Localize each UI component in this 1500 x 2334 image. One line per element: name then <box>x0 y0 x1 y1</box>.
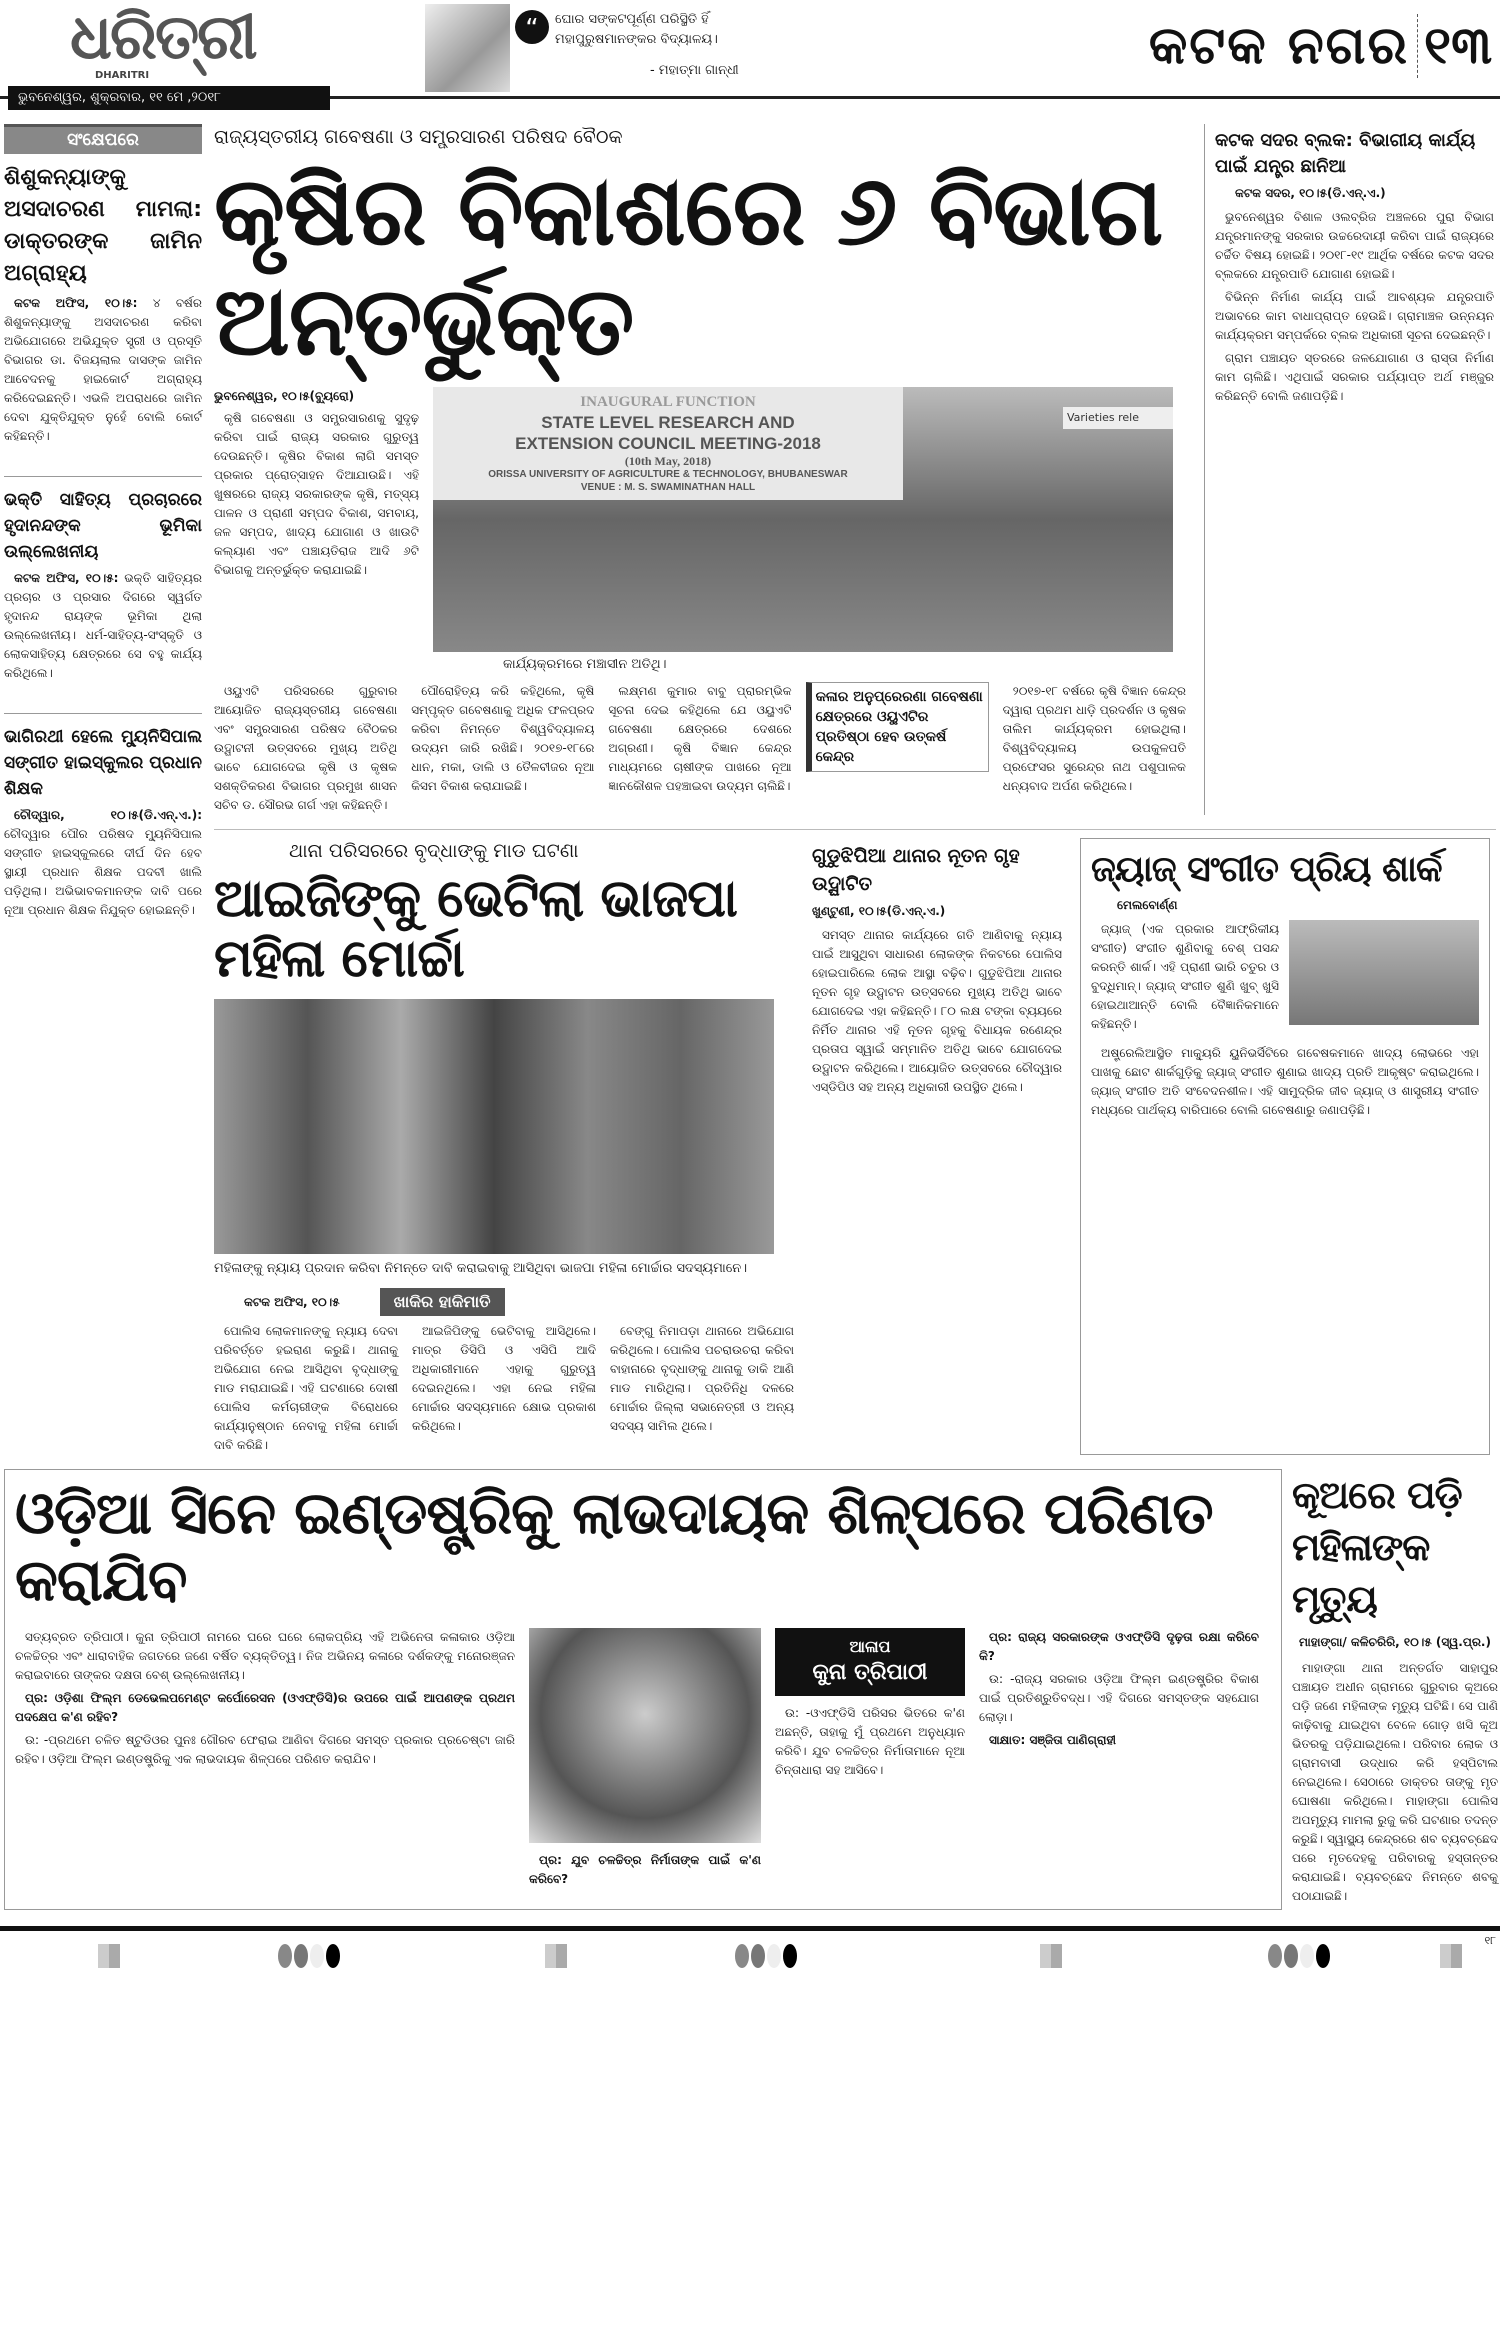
paragraph: ଓୟୁଏଟି ପରିସରରେ ଗୁରୁବାର ଆୟୋଜିତ ରାଜ୍ୟସ୍ତରୀୟ ଗବେଷଣା ଏବଂ ସମ୍ପ୍ରସାରଣ ପରିଷଦ ବୈଠକର ଉଦ୍ଘାଟନୀ ଉତ୍ସବରେ ମୁଖ୍ୟ ଅତିଥି ଭାବେ ଯୋଗଦେଇ କୃଷି ଓ କୃଷକ ସଶକ୍ତିକରଣ ବିଭାଗର ପ୍ରମୁଖ ଶାସନ ସଚିବ ଡ. ସୌରଭ ଗର୍ଗ ଏହା କହିଛନ୍ତି। <box>214 683 398 812</box>
story2 <box>214 838 794 1456</box>
story6 <box>1292 1469 1498 1910</box>
paragraph: ଗ୍ରାମ ପଞ୍ଚାୟତ ସ୍ତରରେ ଜଳଯୋଗାଣ ଓ ରାସ୍ତା ନିର୍ମାଣ କାମ ଚାଲିଛି। ଏଥିପାଇଁ ସରକାର ପର୍ଯ୍ୟାପ୍ତ ଅର୍ଥ ମଞ୍ଜୁର କରିଛନ୍ତି ବୋଲି ଜଣାପଡ଼ିଛି। <box>1215 351 1494 403</box>
interviewee-photo <box>529 1628 761 1843</box>
interviewee-name: କୁନା ତ୍ରିପାଠୀ <box>812 1659 928 1685</box>
quote-author: - ମହାତ୍ମା ଗାନ୍ଧୀ <box>650 63 739 78</box>
answer: ଉ: -ଓଏଫ୍‌ଡିସି ପରିସର ଭିତରେ କ'ଣ ଅଛନ୍ତି, ତାହାକୁ ମୁଁ ପ୍ରଥମେ ଅନୁଧ୍ୟାନ କରିବି। ଯୁବ ଚଳଚ୍ଚିତ୍ର ନିର୍ମାତାମାନେ ନୂଆ ଚିନ୍ତାଧାରା ସହ ଆସିବେ। <box>775 1705 965 1777</box>
story5-col-a <box>15 1628 515 1893</box>
banner-line: INAUGURAL FUNCTION <box>580 393 756 410</box>
lead-dateline: ଭୁବନେଶ୍ୱର, ୧୦।୫(ବ୍ୟୁରୋ) <box>214 388 355 403</box>
story2-caption: ମହିଳାଙ୍କୁ ନ୍ୟାୟ ପ୍ରଦାନ କରିବା ନିମନ୍ତେ ଦାବି କରାଇବାକୁ ଆସିଥିବା ଭାଜପା ମହିଳା ମୋର୍ଚ୍ଚାର ସଦସ୍ୟମାନେ। <box>214 1261 748 1277</box>
brief <box>4 476 202 683</box>
quote-line: ମହାପୁରୁଷମାନଙ୍କର ବିଦ୍ୟାଳୟ। <box>555 32 718 47</box>
dateline: କଟକ ଅଫିସ, ୧୦।୫: <box>14 296 138 310</box>
story4-dateline: ମେଲବୋର୍ଣ୍ଣ <box>1117 898 1178 913</box>
lead-story <box>214 124 1186 815</box>
lead-photo-block <box>433 387 1183 674</box>
lead-col-1 <box>214 387 419 674</box>
registration-mark <box>98 1944 120 1968</box>
masthead <box>0 0 1500 118</box>
story4-box <box>1080 838 1490 1456</box>
paragraph: ମାହାଙ୍ଗା ଥାନା ଅନ୍ତର୍ଗତ ସାହାପୁର ପଞ୍ଚାୟତ ଅଧୀନ ଗ୍ରାମରେ ଗୁରୁବାର କୂଅରେ ପଡ଼ି ଜଣେ ମହିଳାଙ୍କ ମୃତ୍ୟୁ ଘଟିଛି। ସେ ପାଣି କାଢ଼ିବାକୁ ଯାଇଥିବା ବେଳେ ଗୋଡ଼ ଖସି କୂଅ ଭିତରକୁ ପଡ଼ିଯାଇଥିଲେ। ପରିବାର ଲୋକ ଓ ଗ୍ରାମବାସୀ ଉଦ୍ଧାର କରି ହସ୍ପିଟାଲ ନେଇଥିଲେ। ସେଠାରେ ଡାକ୍ତର ତାଙ୍କୁ ମୃତ ଘୋଷଣା କରିଥିଲେ। ମାହାଙ୍ଗା ପୋଲିସ ଅପମୃତ୍ୟୁ ମାମଲା ରୁଜୁ କରି ଘଟଣାର ତଦନ୍ତ କରୁଛି। ସ୍ୱାସ୍ଥ୍ୟ କେନ୍ଦ୍ରରେ ଶବ ବ୍ୟବଚ୍ଛେଦ ପରେ ମୃତଦେହକୁ ପରିବାରକୁ ହସ୍ତାନ୍ତର କରାଯାଇଛି। ବ୍ୟବଚ୍ଛେଦ ନିମନ୍ତେ ଶବକୁ ପଠାଯାଇଛି। <box>1292 1661 1498 1904</box>
brief-title: ଶିଶୁକନ୍ୟାଙ୍କୁ ଅସଦାଚରଣ ମାମଲା: ଡାକ୍ତରଙ୍କ ଜାମିନ ଅଗ୍ରାହ୍ୟ <box>4 165 202 286</box>
page-header <box>1149 14 1492 78</box>
lead-kicker: ରାଜ୍ୟସ୍ତରୀୟ ଗବେଷଣା ଓ ସମ୍ପ୍ରସାରଣ ପରିଷଦ ବୈଠକ <box>214 126 623 148</box>
paragraph: ଲକ୍ଷ୍ମଣ କୁମାର ବାବୁ ପ୍ରାରମ୍ଭିକ ସୂଚନା ଦେଇ କହିଥିଲେ ଯେ ଓୟୁଏଟି ଗବେଷଣା କ୍ଷେତ୍ରରେ ଦେଶରେ ଅଗ୍ରଣୀ। କୃଷି ବିଜ୍ଞାନ କେନ୍ଦ୍ର ମାଧ୍ୟମରେ ଚାଷୀଙ୍କ ପାଖରେ ନୂଆ ଜ୍ଞାନକୌଶଳ ପହଞ୍ଚାଇବା ଉଦ୍ୟମ ଚାଲିଛି। <box>608 683 792 793</box>
answer: ଉ: -ପ୍ରଥମେ ଚଳିତ ଷ୍ଟୁଡିଓର ପୁନଃ ଗୌରବ ଫେରାଇ ଆଣିବା ଦିଗରେ ସମସ୍ତ ପ୍ରକାର ପ୍ରଚେଷ୍ଟା ଜାରି ରହିବ। ଓଡ଼ିଆ ଫିଲ୍ମ ଇଣ୍ଡଷ୍ଟ୍ରିକୁ ଏକ ଲାଭଦାୟକ ଶିଳ୍ପରେ ପରିଣତ କରାଯିବ। <box>15 1732 515 1766</box>
dateline: କଟକ ଅଫିସ, ୧୦।୫: <box>14 571 119 585</box>
color-bar <box>1268 1944 1330 1968</box>
story3-title: ଗୁଡୁଝିପିଆ ଥାନାର ନୂତନ ଗୃହ ଉଦ୍ଘାଟିତ <box>812 844 1020 895</box>
page-section-title: କଟକ ନଗର <box>1148 16 1410 76</box>
right-brief-dateline: କଟକ ସଦର, ୧୦।୫(ଡି.ଏନ୍.ଏ.) <box>1235 186 1386 200</box>
shark-photo <box>1289 920 1479 1025</box>
folio: ୧୮ <box>1484 1934 1496 1948</box>
lead-columns <box>214 682 1186 815</box>
story2-meta <box>244 1288 794 1316</box>
story4-title: ଜ୍ୟାଜ୍ ସଂଗୀତ ପ୍ରିୟ ଶାର୍କ <box>1091 848 1442 890</box>
brief-title: ଭାଗିରଥୀ ହେଲେ ମ୍ୟୁନିସିପାଲ ସଙ୍ଗୀତ ହାଇସ୍କୁଲର ପ୍ରଧାନ ଶିକ୍ଷକ <box>4 727 202 799</box>
registration-mark <box>1040 1944 1062 1968</box>
brief-title: ଭକ୍ତି ସାହିତ୍ୟ ପ୍ରଚାରରେ ହୃଦାନନ୍ଦଙ୍କ ଭୂମିକା ଉଲ୍ଲେଖନୀୟ <box>4 490 202 562</box>
brief <box>4 713 202 920</box>
banner-line: VENUE : M. S. SWAMINATHAN HALL <box>580 481 756 493</box>
story5-headline: ଓଡ଼ିଆ ସିନେ ଇଣ୍ଡଷ୍ଟ୍ରିକୁ ଲାଭଦାୟକ ଶିଳ୍ପରେ ପରିଣତ କରାଯିବ <box>15 1479 1213 1615</box>
paragraph: ବେଙ୍ଗୁ ନିମାପଡ଼ା ଥାନାରେ ଅଭିଯୋଗ କରିଥିଲେ। ପୋଲିସ ପଚରାଉଚରା କରିବା ବାହାନାରେ ବୃଦ୍ଧାଙ୍କୁ ଥାନାକୁ ଡାକି ଆଣି ମାଡ ମାରିଥିଲା। ପ୍ରତିନିଧି ଦଳରେ ମୋର୍ଚ୍ଚାର ଜିଲ୍ଲା ସଭାନେତ୍ରୀ ଓ ଅନ୍ୟ ସଦସ୍ୟ ସାମିଲ ଥିଲେ। <box>610 1324 794 1434</box>
briefs-tag: ସଂକ୍ଷେପରେ <box>4 124 202 154</box>
photo-banner <box>433 387 903 500</box>
pull-quote: କଳାର ଅନୁପ୍ରେରଣା ଗବେଷଣା କ୍ଷେତ୍ରରେ ଓୟୁଏଟିର ପ୍ରତିଷ୍ଠା ହେବ ଉତ୍କର୍ଷ କେନ୍ଦ୍ର <box>806 682 989 772</box>
question: ପ୍ର: ଓଡ଼ିଶା ଫିଲ୍ମ ଡେଭେଲପମେଣ୍ଟ କର୍ପୋରେସନ (ଓଏଫ୍‌ଡିସି)ର ଉପରେ ପାଇଁ ଆପଣଙ୍କ ପ୍ରଥମ ପଦକ୍ଷେପ କ'ଣ ରହିବ? <box>15 1690 515 1724</box>
right-brief-title: କଟକ ସଦର ବ୍ଲକ: ବିଭାଗୀୟ କାର୍ଯ୍ୟ ପାଇଁ ଯନ୍ତ୍ର ଛାନିଆ <box>1215 130 1476 177</box>
paragraph: ପୌରୋହିତ୍ୟ କରି କହିଥିଲେ, କୃଷି ସମ୍ପୃକ୍ତ ଗବେଷଣାକୁ ଅଧିକ ଫଳପ୍ରଦ କରିବା ନିମନ୍ତେ ବିଶ୍ୱବିଦ୍ୟାଳୟ ଉଦ୍ୟମ ଜାରି ରଖିଛି। ୨୦୧୭-୧୮ରେ ଧାନ, ମକା, ଡାଲି ଓ ତୈଳବୀଜର ନୂଆ କିସମ ବିକାଶ କରାଯାଇଛି। <box>411 683 595 793</box>
registration-mark <box>545 1944 567 1968</box>
footer <box>0 1926 1500 1986</box>
main-area <box>214 124 1496 1455</box>
lead-photo <box>433 387 1173 652</box>
issue-date: ଭୁବନେଶ୍ୱର, ଶୁକ୍ରବାର, ୧୧ ମେ ,୨୦୧୮ <box>8 86 330 110</box>
banner-line: ORISSA UNIVERSITY OF AGRICULTURE & TECHNOLOGY, BHUBANESWAR <box>488 469 848 481</box>
quote-icon: “ <box>515 10 549 44</box>
story2-headline: ଆଇଜିଙ୍କୁ ଭେଟିଲା ଭାଜପା ମହିଳା ମୋର୍ଚ୍ଚା <box>214 868 737 989</box>
second-row <box>214 829 1496 1456</box>
question: ପ୍ର: ଯୁବ ଚଳଚ୍ଚିତ୍ର ନିର୍ମାତାଙ୍କ ପାଇଁ କ'ଣ କରିବେ? <box>529 1852 761 1886</box>
interview-tag <box>775 1628 965 1696</box>
paragraph: ଜ୍ୟାଜ୍ (ଏକ ପ୍ରକାର ଆଫ୍ରିକୀୟ ସଂଗୀତ) ସଂଗୀତ ଶୁଣିବାକୁ ବେଶ୍ ପସନ୍ଦ କରନ୍ତି ଶାର୍କ। ଏହି ପ୍ରାଣୀ ଭାରି ଚତୁର ଓ ବୁଦ୍ଧିମାନ୍। ଜ୍ୟାଜ୍ ସଂଗୀତ ଶୁଣି ଖୁବ୍ ଖୁସି ହୋଇଥାଆନ୍ତି ବୋଲି ବୈଜ୍ଞାନିକମାନେ କହିଛନ୍ତି। <box>1091 922 1279 1032</box>
paragraph: କୃଷି ଗବେଷଣା ଓ ସମ୍ପ୍ରସାରଣକୁ ସୁଦୃଢ଼ କରିବା ପାଇଁ ରାଜ୍ୟ ସରକାର ଗୁରୁତ୍ୱ ଦେଉଛନ୍ତି। କୃଷିର ବିକାଶ ଲାଗି ସମସ୍ତ ପ୍ରକାର ପ୍ରୋତ୍ସାହନ ଦିଆଯାଉଛି। ଏହି ଖୁଷରରେ ରାଜ୍ୟ ସରକାରଙ୍କ କୃଷି, ମତ୍ସ୍ୟ ପାଳନ ଓ ପ୍ରାଣୀ ସମ୍ପଦ ବିକାଶ, ସମବାୟ, ଜଳ ସମ୍ପଦ, ଖାଦ୍ୟ ଯୋଗାଣ ଓ ଖାଉଟି କଲ୍ୟାଣ ଏବଂ ପଞ୍ଚାୟତିରାଜ ଆଦି ୬ଟି ବିଭାଗକୁ ଅନ୍ତର୍ଭୁକ୍ତ କରାଯାଇଛି। <box>214 410 419 577</box>
paragraph: ଆଇଜିପିଙ୍କୁ ଭେଟିବାକୁ ଆସିଥିଲେ। ମାତ୍ର ଡିସିପି ଓ ଏସିପି ଆଦି ଅଧିକାରୀମାନେ ଏହାକୁ ଗୁରୁତ୍ୱ ଦେଇନଥିଲେ। ଏହା ନେଇ ମହିଳା ମୋର୍ଚ୍ଚାର ସଦସ୍ୟମାନେ କ୍ଷୋଭ ପ୍ରକାଶ କରିଥିଲେ। <box>412 1324 596 1434</box>
color-bar <box>735 1944 797 1968</box>
lead-row <box>214 124 1496 815</box>
brief <box>4 162 202 446</box>
paragraph: ୨୦୧୭-୧୮ ବର୍ଷରେ କୃଷି ବିଜ୍ଞାନ କେନ୍ଦ୍ର ଦ୍ୱାରା ପ୍ରଥମ ଧାଡ଼ି ପ୍ରଦର୍ଶନ ଓ କୃଷକ ତାଲିମ କାର୍ଯ୍ୟକ୍ରମ ହୋଇଥିଲା। ବିଶ୍ୱବିଦ୍ୟାଳୟ ଉପକୁଳପତି ପ୍ରଫେସର ସୁରେନ୍ଦ୍ର ନାଥ ପଶୁପାଳକ ଧନ୍ୟବାଦ ଅର୍ପଣ କରିଥିଲେ। <box>1002 683 1186 793</box>
bottom-section <box>0 1455 1500 1910</box>
interview-credit: ସାକ୍ଷାତ: ସଞ୍ଜିତା ପାଣିଗ୍ରାହୀ <box>989 1732 1116 1747</box>
story2-photo <box>214 999 774 1254</box>
story5-columns <box>15 1628 1271 1893</box>
story2-tag: ଖାକିର ହାକିମାତି <box>380 1288 505 1316</box>
paragraph: ପୋଲିସ ଲୋକମାନଙ୍କୁ ନ୍ୟାୟ ଦେବା ପରିବର୍ତ୍ତେ ହଇରାଣ କରୁଛି। ଥାନାକୁ ଅଭିଯୋଗ ନେଇ ଆସିଥିବା ବୃଦ୍ଧାଙ୍କୁ ମାଡ ମରାଯାଇଛି। ଏହି ଘଟଣାରେ ଦୋଷୀ ପୋଲିସ କର୍ମଚାରୀଙ୍କ ବିରୋଧରେ କାର୍ଯ୍ୟାନୁଷ୍ଠାନ ନେବାକୁ ମହିଳା ମୋର୍ଚ୍ଚା ଦାବି କରିଛି। <box>214 1324 398 1453</box>
logo-latin: DHARITRI <box>95 70 150 81</box>
dateline: ଚୌଦ୍ୱାର, ୧୦।୫(ଡି.ଏନ୍.ଏ.): <box>14 808 202 822</box>
paragraph: ବିଭିନ୍ନ ନିର୍ମାଣ କାର୍ଯ୍ୟ ପାଇଁ ଆବଶ୍ୟକ ଯନ୍ତ୍ରପାତି ଅଭାବରେ କାମ ବାଧାପ୍ରାପ୍ତ ହେଉଛି। ଗ୍ରାମାଞ୍ଚଳ ଉନ୍ନୟନ କାର୍ଯ୍ୟକ୍ରମ ସମ୍ପର୍କରେ ବ୍ଲକ ଅଧିକାରୀ ସୂଚନା ଦେଇଛନ୍ତି। <box>1215 290 1494 342</box>
gandhi-portrait <box>425 4 510 92</box>
answer: ଉ: -ରାଜ୍ୟ ସରକାର ଓଡ଼ିଆ ଫିଲ୍ମ ଇଣ୍ଡଷ୍ଟ୍ରିର ବିକାଶ ପାଇଁ ପ୍ରତିଶ୍ରୁତିବଦ୍ଧ। ଏହି ଦିଗରେ ସମସ୍ତଙ୍କ ସହଯୋଗ ଲୋଡ଼ା। <box>979 1671 1259 1724</box>
story5-col-d <box>979 1628 1259 1893</box>
footer-rule <box>0 1926 1500 1931</box>
story6-dateline: ମାହାଙ୍ଗା/ କଳିଚରିରି, ୧୦।୫ (ସ୍ୱ.ପ୍ର.) <box>1299 1635 1491 1650</box>
brief-body: ଚୌଦ୍ୱାର ପୌର ପରିଷଦ ମ୍ୟୁନିସିପାଲ ସଙ୍ଗୀତ ହାଇସ୍କୁଲରେ ଦୀର୍ଘ ଦିନ ହେବ ସ୍ଥାୟୀ ପ୍ରଧାନ ଶିକ୍ଷକ ପଦବୀ ଖାଲି ପଡ଼ିଥିଲା। ଅଭିଭାବକମାନଙ୍କ ଦାବି ପରେ ନୂଆ ପ୍ରଧାନ ଶିକ୍ଷକ ନିଯୁକ୍ତ ହୋଇଛନ୍ତି। <box>4 827 202 917</box>
story3-dateline: ଖୁଣ୍ଟୁଣୀ, ୧୦।୫(ଡି.ଏନ୍.ଏ.) <box>812 903 946 918</box>
story2-body <box>214 1322 794 1455</box>
newspaper-logo: ଧରିତ୍ରୀ <box>70 0 256 73</box>
page-number: ୧୩ <box>1417 14 1492 78</box>
lead-headline: କୃଷିର ବିକାଶରେ ୬ ବିଭାଗ ଅନ୍ତର୍ଭୁକ୍ତ <box>214 155 1163 378</box>
question: ପ୍ର: ରାଜ୍ୟ ସରକାରଙ୍କ ଓଏଫ୍‌ଡିସି ଦୃଢ଼ତା ରକ୍ଷା କରିବେ କି? <box>979 1629 1259 1663</box>
right-brief <box>1204 124 1494 815</box>
photo-side-board: Varieties rele <box>1063 407 1173 429</box>
brief-body: ଭକ୍ତି ସାହିତ୍ୟର ପ୍ରଚାର ଓ ପ୍ରସାର ଦିଗରେ ସ୍ୱର୍ଗତ ହୃଦାନନ୍ଦ ରାୟଙ୍କ ଭୂମିକା ଥିଲା ଉଲ୍ଲେଖନୀୟ। ଧର୍ମ-ସାହିତ୍ୟ-ସଂସ୍କୃତି ଓ ଲୋକସାହିତ୍ୟ କ୍ଷେତ୍ରରେ ସେ ବହୁ କାର୍ଯ୍ୟ କରିଥିଲେ। <box>4 571 202 680</box>
story5-col-b <box>529 1628 761 1893</box>
brief-body: ୪ ବର୍ଷର ଶିଶୁକନ୍ୟାଙ୍କୁ ଅସଦାଚରଣ କରିବା ଅଭିଯୋଗରେ ଅଭିଯୁକ୍ତ ସ୍ତ୍ରୀ ଓ ପ୍ରସୂତି ବିଭାଗର ଡା. ବିଜୟଲାଲ ଦାସଙ୍କ ଜାମିନ ଆବେଦନକୁ ହାଇକୋର୍ଟ ଅଗ୍ରାହ୍ୟ କରିଦେଇଛନ୍ତି। ଏଭଳି ଅପରାଧରେ ଜାମିନ ଦେବା ଯୁକ୍ତିଯୁକ୍ତ ନୁହେଁ ବୋଲି କୋର୍ଟ କହିଛନ୍ତି। <box>4 296 202 443</box>
interview-label: ଆଳାପ <box>849 1636 891 1656</box>
story5-box <box>4 1469 1282 1910</box>
story4-col-1 <box>1091 920 1279 1038</box>
story3-body <box>812 926 1062 1097</box>
story5-col-c <box>775 1628 965 1893</box>
color-bar <box>278 1944 340 1968</box>
top-section <box>0 118 1500 1455</box>
paragraph: ସତ୍ୟବ୍ରତ ତ୍ରିପାଠୀ। କୁନା ତ୍ରିପାଠୀ ନାମରେ ଘରେ ଘରେ ଲୋକପ୍ରିୟ ଏହି ଅଭିନେତା କଳାକାର ଓଡ଼ିଆ ଚଳଚ୍ଚିତ୍ର ଏବଂ ଧାରାବାହିକ ଜଗତରେ ଜଣେ ବର୍ଷିତ ବ୍ୟକ୍ତିତ୍ୱ। ନିଜ ଅଭିନୟ କଳାରେ ଦର୍ଶକଙ୍କୁ ମନୋରଞ୍ଜନ କରାଇବାରେ ତାଙ୍କର ଦକ୍ଷତା ବେଶ୍ ଉଲ୍ଲେଖନୀୟ। <box>15 1629 515 1682</box>
story6-body <box>1292 1659 1498 1906</box>
banner-line: (10th May, 2018) <box>624 454 712 469</box>
briefs-column <box>4 124 202 1455</box>
right-brief-body <box>1215 208 1494 406</box>
story2-dateline: କଟକ ଅଫିସ, ୧୦।୫ <box>244 1295 340 1310</box>
paragraph: ଭୁବନେଶ୍ୱର ବିଶାଳ ଓଲବ୍ରିଜ ଅଞ୍ଚଳରେ ପୁରା ବିଭାଗ ଯନ୍ତ୍ରମାନଙ୍କୁ ସରକାର ଉଚ୍ଚରେଦାୟୀ କରିବା ପାଇଁ ରାଜ୍ୟରେ ଚର୍ଚ୍ଚିତ ବିଷୟ ହୋଇଛି। ୨୦୧୮-୧୯ ଆର୍ଥିକ ବର୍ଷରେ କଟକ ସଦର ବ୍ଲକରେ ଯନ୍ତ୍ରପାତି ଯୋଗାଣ ହୋଇଛି। <box>1215 210 1494 281</box>
paragraph: ଅଷ୍ଟ୍ରେଲିଆସ୍ଥିତ ମାକ୍ୟୁରି ୟୁନିଭର୍ସିଟିରେ ଗବେଷକମାନେ ଖାଦ୍ୟ ଲୋଭରେ ଏହା ପାଖକୁ ଛୋଟ ଶାର୍କଗୁଡ଼ିକୁ ଜ୍ୟାଜ୍ ସଂଗୀତ ଶୁଣାଇ ଖାଦ୍ୟ ପ୍ରତି ଆକୃଷ୍ଟ କରାଇଥିଲେ। ଜ୍ୟାଜ୍ ସଂଗୀତ ଅତି ସଂବେଦନଶୀଳ। ଏହି ସାମୁଦ୍ରିକ ଜୀବ ଜ୍ୟାଜ୍ ଓ ଶାସ୍ତ୍ରୀୟ ସଂଗୀତ ମଧ୍ୟରେ ପାର୍ଥକ୍ୟ ବାରିପାରେ ବୋଲି ଗବେଷଣାରୁ ଜଣାପଡ଼ିଛି। <box>1091 1046 1479 1118</box>
banner-line: EXTENSION COUNCIL MEETING-2018 <box>515 433 821 453</box>
quote <box>555 10 815 50</box>
story2-kicker: ଥାନା ପରିସରରେ ବୃଦ୍ଧାଙ୍କୁ ମାଡ ଘଟଣା <box>289 839 579 862</box>
registration-mark <box>1440 1944 1462 1968</box>
lead-photo-row <box>214 387 1186 674</box>
story4-col-2 <box>1091 1044 1479 1120</box>
story4-top <box>1091 920 1479 1038</box>
banner-line: STATE LEVEL RESEARCH AND <box>541 412 795 432</box>
paragraph: ସମସ୍ତ ଥାନାର କାର୍ଯ୍ୟରେ ଗତି ଆଣିବାକୁ ନ୍ୟାୟ ପାଇଁ ଆସୁଥିବା ସାଧାରଣ ଲୋକଙ୍କ ନିକଟରେ ପୋଲିସ ହୋଇପାରିଲେ ଲୋକ ଆସ୍ଥା ବଢ଼ିବ। ଗୁଡୁଝିପିଆ ଥାନାର ନୂତନ ଗୃହ ଉଦ୍ଘାଟନ ଉତ୍ସବରେ ମୁଖ୍ୟ ଅତିଥି ଭାବେ ଯୋଗଦେଇ ଏହା କହିଛନ୍ତି। ୮୦ ଲକ୍ଷ ଟଙ୍କା ବ୍ୟୟରେ ନିର୍ମିତ ଥାନାର ଏହି ନୂତନ ଗୃହକୁ ବିଧାୟକ ରଣେନ୍ଦ୍ର ପ୍ରତାପ ସ୍ୱାଇଁ ସମ୍ମାନିତ ଅତିଥି ଭାବେ ଯୋଗଦେଇ ଉଦ୍ଘାଟନ କରିଥିଲେ। ଆୟୋଜିତ ଉତ୍ସବରେ ଚୌଦ୍ୱାର ଏସ୍‌ଡିପିଓ ସହ ଅନ୍ୟ ଅଧିକାରୀ ଉପସ୍ଥିତ ଥିଲେ। <box>812 927 1062 1094</box>
quote-line: ଘୋର ସଙ୍କଟପୂର୍ଣ୍ଣ ପରିସ୍ଥିତି ହିଁ <box>555 12 709 27</box>
story3 <box>812 838 1062 1456</box>
lead-caption: କାର୍ଯ୍ୟକ୍ରମରେ ମଞ୍ଚାସୀନ ଅତିଥି। <box>503 656 667 672</box>
story6-title: କୂଅରେ ପଡ଼ି ମହିଳାଙ୍କ ମୃତ୍ୟୁ <box>1292 1473 1462 1622</box>
